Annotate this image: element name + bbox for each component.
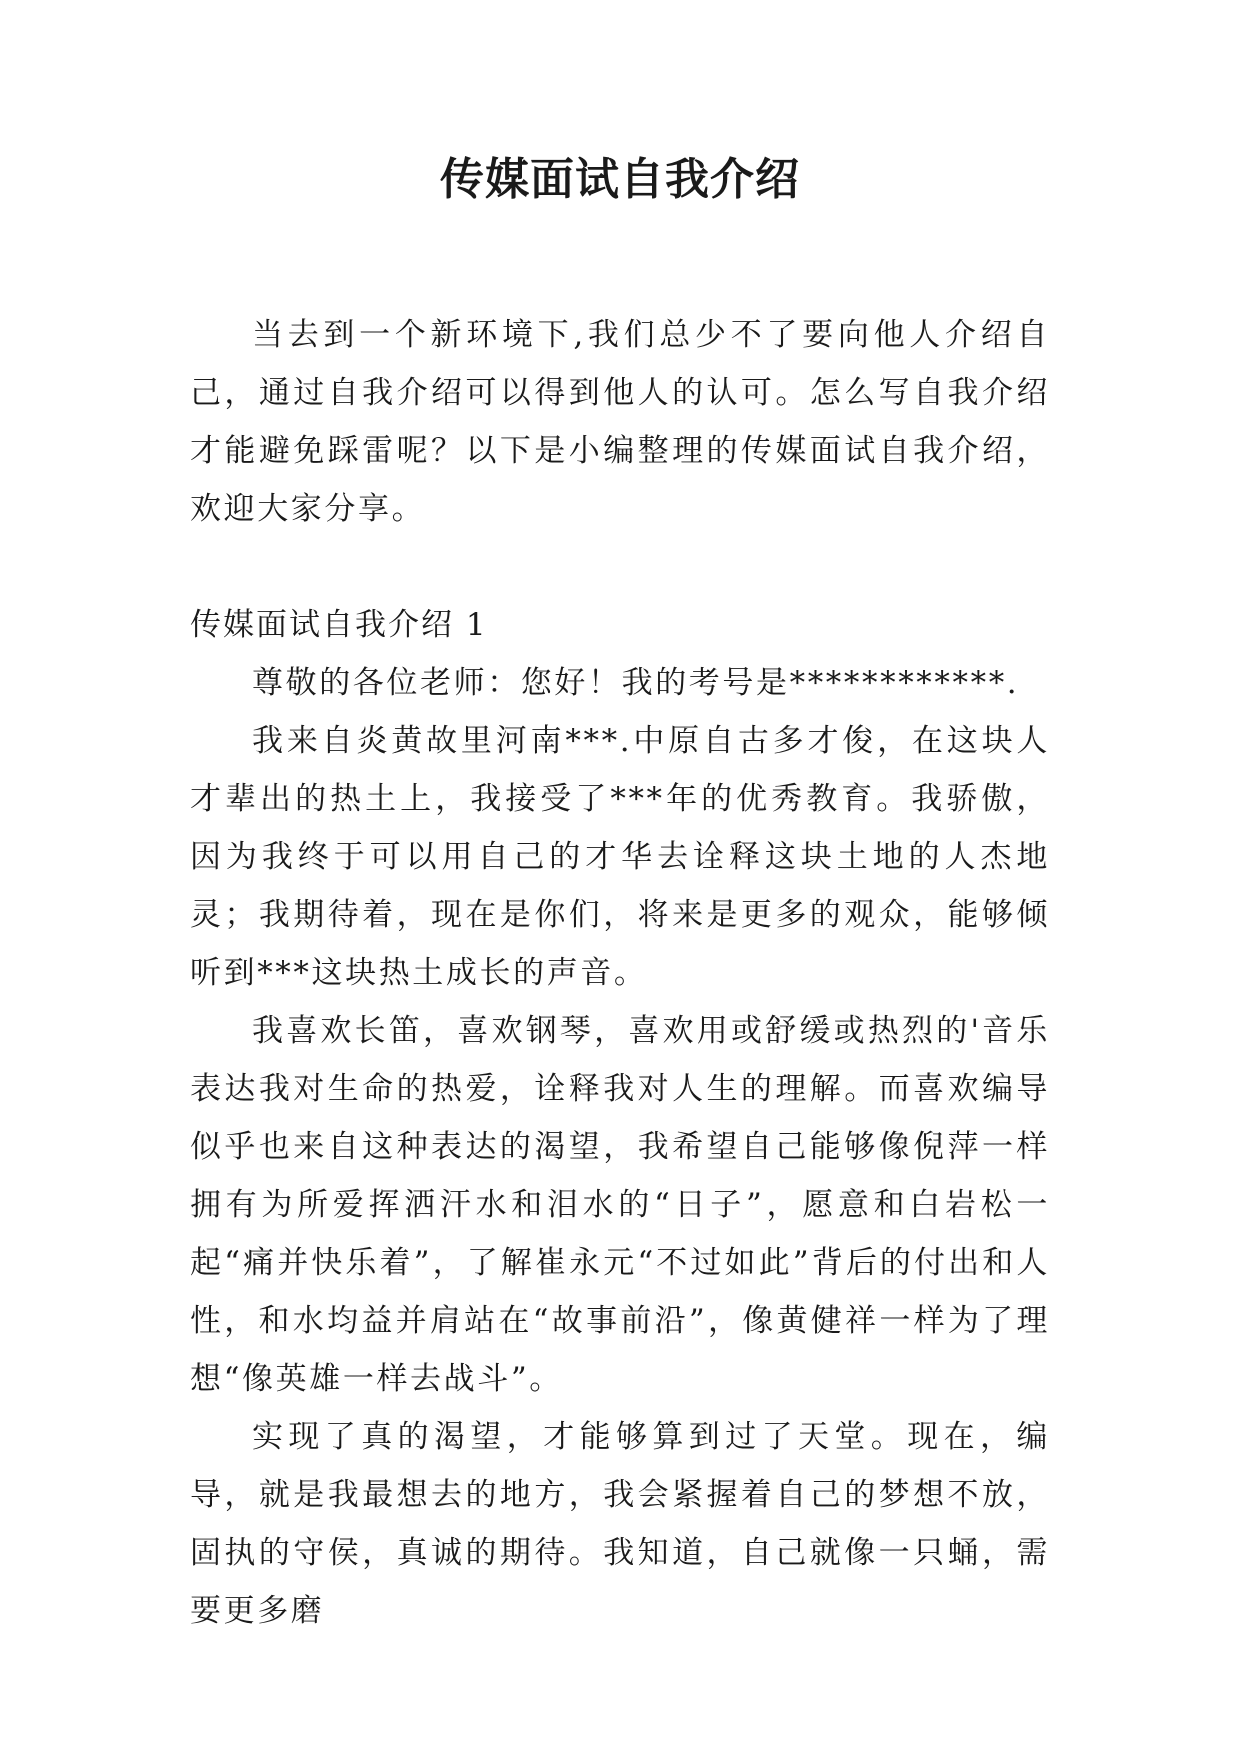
body-paragraph-origin: 我来自炎黄故里河南***.中原自古多才俊，在这块人才辈出的热土上，我接受了***年的优秀教育。我骄傲，因为我终于可以用自己的才华去诠释这块土地的人杰地灵；我期待着，现在是你们，将来是更多的观众，能够倾听到***这块热土成长的声音。 bbox=[190, 723, 1050, 991]
body-paragraph-greeting: 尊敬的各位老师：您好！我的考号是************. bbox=[252, 665, 1020, 701]
document-page bbox=[190, 140, 1050, 1640]
body-paragraph-dream: 实现了真的渴望，才能够算到过了天堂。现在，编导，就是我最想去的地方，我会紧握着自己的梦想不放，固执的守侯，真诚的期待。我知道，自己就像一只蛹，需要更多磨 bbox=[190, 1419, 1050, 1629]
document-title: 传媒面试自我介绍 bbox=[440, 154, 800, 205]
section-heading: 传媒面试自我介绍 1 bbox=[190, 607, 488, 643]
body-paragraph-music: 我喜欢长笛，喜欢钢琴，喜欢用或舒缓或热烈的'音乐表达我对生命的热爱，诠释我对人生的理解。而喜欢编导似乎也来自这种表达的渴望，我希望自己能够像倪萍一样拥有为所爱挥洒汗水和泪水的“日子”，愿意和白岩松一起“痛并快乐着”，了解崔永元“不过如此”背后的付出和人性，和水均益并肩站在“故事前沿”，像黄健祥一样为了理想“像英雄一样去战斗”。 bbox=[190, 1013, 1050, 1397]
intro-paragraph: 当去到一个新环境下,我们总少不了要向他人介绍自己，通过自我介绍可以得到他人的认可。怎么写自我介绍才能避免踩雷呢？以下是小编整理的传媒面试自我介绍，欢迎大家分享。 bbox=[190, 317, 1050, 527]
